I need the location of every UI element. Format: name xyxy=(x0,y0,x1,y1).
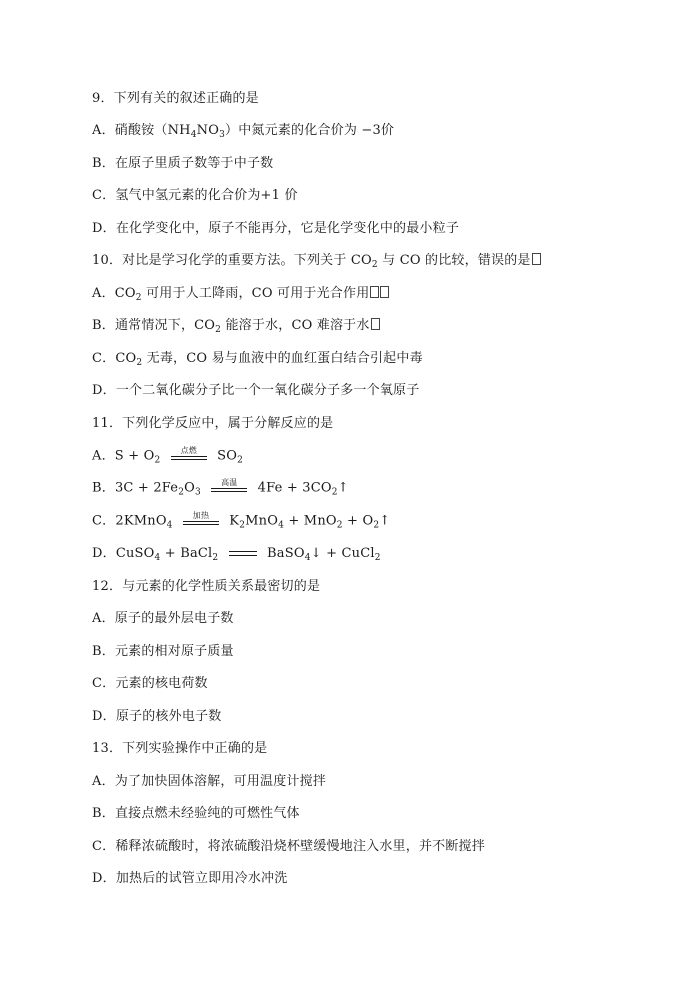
q12-option-c: C．元素的核电荷数 xyxy=(92,676,208,691)
q10-option-b: B．通常情况下，$CO_2$ 能溶于水，CO 难溶于水 xyxy=(92,317,380,335)
missing-glyph-box xyxy=(380,286,389,298)
q11-option-c: C．2KMnO$_4$ 加热 $K_2MnO_4 + MnO_2$ + $O_2↑$ xyxy=(92,511,391,531)
q9-option-b: B．在原子里质子数等于中子数 xyxy=(92,156,274,171)
q12-stem: 12．与元素的化学性质关系最密切的是 xyxy=(92,579,321,594)
missing-glyph-box xyxy=(532,253,541,265)
q10-stem: 10．对比是学习化学的重要方法。下列关于 $CO_2$ 与 CO 的比较，错误的是 xyxy=(92,252,541,270)
q13-option-a: A．为了加快固体溶解，可用温度计搅拌 xyxy=(92,774,326,789)
reaction-condition: 点燃 xyxy=(171,447,207,465)
q13-option-d: D．加热后的试管立即用冷水冲洗 xyxy=(92,871,288,886)
missing-glyph-box xyxy=(370,286,379,298)
missing-glyph-box xyxy=(371,318,380,330)
q13-option-b: B．直接点燃未经验纯的可燃性气体 xyxy=(92,806,300,821)
q12-option-b: B．元素的相对原子质量 xyxy=(92,644,234,659)
q13-stem: 13．下列实验操作中正确的是 xyxy=(92,741,268,756)
q12-option-d: D．原子的核外电子数 xyxy=(92,709,222,724)
equals-sign xyxy=(229,551,257,556)
q11-option-b: B．$3C + 2Fe_2O_3$ 高温 $4Fe + 3CO_2↑$ xyxy=(92,478,349,498)
reaction-condition: 高温 xyxy=(211,479,247,497)
q11-stem: 11．下列化学反应中，属于分解反应的是 xyxy=(92,416,334,431)
q11-option-a: A．$S + O_2$ 点燃 $SO_2$ xyxy=(92,446,244,466)
reaction-condition: 加热 xyxy=(183,512,219,530)
q11-option-d: D．CuSO$_4$ + BaCl$_2$ BaSO$_4$↓ + CuCl$_2$ xyxy=(92,546,381,563)
q13-option-c: C．稀释浓硫酸时，将浓硫酸沿烧杯壁缓慢地注入水里，并不断搅拌 xyxy=(92,839,485,854)
q9-option-a: A．硝酸铵$(NH_4NO_3)$中氮元素的化合价为 −3价 xyxy=(92,123,395,140)
q10-option-d: D．一个二氧化碳分子比一个一氧化碳分子多一个氧原子 xyxy=(92,383,420,398)
q9-stem: 9．下列有关的叙述正确的是 xyxy=(92,91,259,106)
q9-option-c: C．氢气中氢元素的化合价为+1 价 xyxy=(92,188,298,203)
q12-option-a: A．原子的最外层电子数 xyxy=(92,611,234,626)
q10-option-a: A．$CO_2$ 可用于人工降雨，CO 可用于光合作用 xyxy=(92,285,389,303)
q10-option-c: C．$CO_2$ 无毒，CO 易与血液中的血红蛋白结合引起中毒 xyxy=(92,351,423,368)
q9-option-d: D．在化学变化中，原子不能再分，它是化学变化中的最小粒子 xyxy=(92,221,460,236)
